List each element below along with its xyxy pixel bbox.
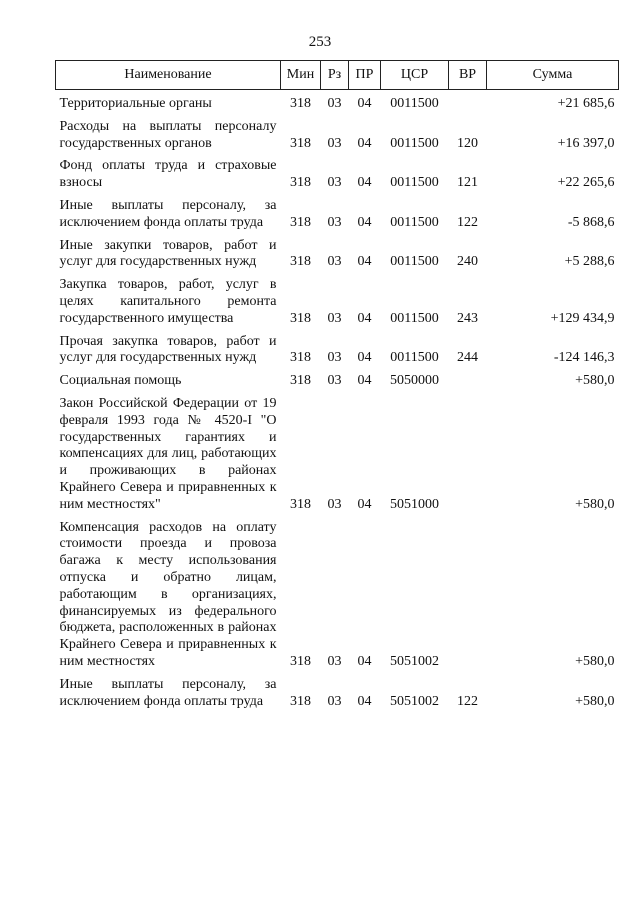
table-row [56, 90, 619, 113]
row-vr: 122 [457, 214, 478, 230]
table-row [56, 152, 619, 192]
row-min: 318 [290, 175, 311, 191]
row-sum: +21 685,6 [557, 96, 615, 111]
row-vr: 122 [457, 693, 478, 709]
row-min: 318 [290, 135, 311, 151]
row-rz: 03 [327, 373, 342, 389]
row-rz: 03 [327, 96, 342, 111]
header-sum: Сумма [487, 61, 619, 90]
row-csr: 5051000 [390, 496, 439, 512]
row-rz: 03 [327, 214, 342, 230]
row-pr: 04 [357, 373, 372, 389]
row-pr: 04 [357, 350, 372, 366]
row-min: 318 [290, 310, 311, 326]
table-row [56, 271, 619, 327]
row-pr: 04 [357, 214, 372, 230]
row-pr: 04 [357, 496, 372, 512]
row-name: Иные выплаты персоналу, за исключением фонда оплаты труда [59, 676, 277, 709]
row-sum: +580,0 [575, 496, 615, 512]
row-pr: 04 [357, 96, 372, 111]
row-rz: 03 [327, 693, 342, 709]
header-rz: Рз [321, 61, 349, 90]
row-sum: +129 434,9 [550, 310, 615, 326]
row-pr: 04 [357, 135, 372, 151]
row-name: Прочая закупка товаров, работ и услуг для государственных нужд [59, 333, 277, 366]
row-csr: 0011500 [390, 96, 439, 111]
row-name: Территориальные органы [59, 96, 212, 111]
row-csr: 5050000 [390, 373, 439, 389]
table-row [56, 671, 619, 711]
row-sum: +5 288,6 [564, 254, 615, 270]
row-csr: 0011500 [390, 310, 439, 326]
row-rz: 03 [327, 310, 342, 326]
row-rz: 03 [327, 496, 342, 512]
header-min: Мин [281, 61, 321, 90]
row-sum: +22 265,6 [557, 175, 615, 191]
row-vr: 120 [457, 135, 478, 151]
row-rz: 03 [327, 254, 342, 270]
row-csr: 0011500 [390, 135, 439, 151]
row-name: Социальная помощь [59, 373, 182, 389]
row-min: 318 [290, 653, 311, 669]
row-pr: 04 [357, 653, 372, 669]
table-row [56, 514, 619, 671]
header-csr: ЦСР [381, 61, 449, 90]
header-name: Наименование [56, 61, 281, 90]
row-rz: 03 [327, 135, 342, 151]
row-pr: 04 [357, 175, 372, 191]
row-min: 318 [290, 373, 311, 389]
row-csr: 0011500 [390, 254, 439, 270]
row-vr [449, 367, 487, 390]
row-name: Расходы на выплаты персоналу государственных органов [59, 118, 277, 151]
row-rz: 03 [327, 653, 342, 669]
row-sum: +580,0 [575, 373, 615, 389]
row-csr: 0011500 [390, 350, 439, 366]
row-pr: 04 [357, 254, 372, 270]
row-pr: 04 [357, 310, 372, 326]
row-pr: 04 [357, 693, 372, 709]
table-row [56, 232, 619, 272]
row-sum: +580,0 [575, 653, 615, 669]
row-min: 318 [290, 350, 311, 366]
row-min: 318 [290, 96, 311, 111]
row-min: 318 [290, 693, 311, 709]
row-vr [449, 390, 487, 514]
row-min: 318 [290, 254, 311, 270]
row-vr [449, 514, 487, 671]
row-sum: -5 868,6 [567, 214, 615, 230]
row-csr: 0011500 [390, 214, 439, 230]
row-name: Компенсация расходов на оплату стоимости проезда и провоза багажа к месту использования отпуска и обратно лицам, работающим в организациях, финансируемых из федерального бюджета, расположенных в районах Крайнего Севера и приравненных к ним местностях [59, 519, 277, 669]
row-rz: 03 [327, 175, 342, 191]
row-vr [449, 90, 487, 113]
row-vr: 244 [457, 350, 478, 366]
table-row [56, 328, 619, 368]
page-number: 253 [308, 34, 332, 50]
table-row [56, 367, 619, 390]
row-vr: 121 [457, 175, 478, 191]
row-rz: 03 [327, 350, 342, 366]
row-min: 318 [290, 496, 311, 512]
row-csr: 0011500 [390, 175, 439, 191]
table-row [56, 390, 619, 514]
row-sum: +16 397,0 [557, 135, 615, 151]
row-vr: 240 [457, 254, 478, 270]
row-vr: 243 [457, 310, 478, 326]
header-pr: ПР [349, 61, 381, 90]
budget-table [55, 60, 619, 710]
table-row [56, 192, 619, 232]
row-name: Фонд оплаты труда и страховые взносы [59, 158, 277, 191]
row-csr: 5051002 [390, 653, 439, 669]
row-min: 318 [290, 214, 311, 230]
row-name: Закупка товаров, работ, услуг в целях капитального ремонта государственного имущества [59, 277, 277, 326]
row-name: Иные выплаты персоналу, за исключением фонда оплаты труда [59, 197, 277, 230]
table-row [56, 113, 619, 153]
row-sum: -124 146,3 [553, 350, 615, 366]
row-name: Иные закупки товаров, работ и услуг для государственных нужд [59, 237, 277, 270]
table-header-row [56, 61, 619, 90]
row-csr: 5051002 [390, 693, 439, 709]
header-vr: ВР [449, 61, 487, 90]
row-sum: +580,0 [575, 693, 615, 709]
row-name: Закон Российской Федерации от 19 февраля 1993 года № 4520-I "О государственных гарантиях и компенсациях для лиц, работающих и проживающих в районах Крайнего Севера и приравненных к ним местностях" [59, 395, 277, 512]
